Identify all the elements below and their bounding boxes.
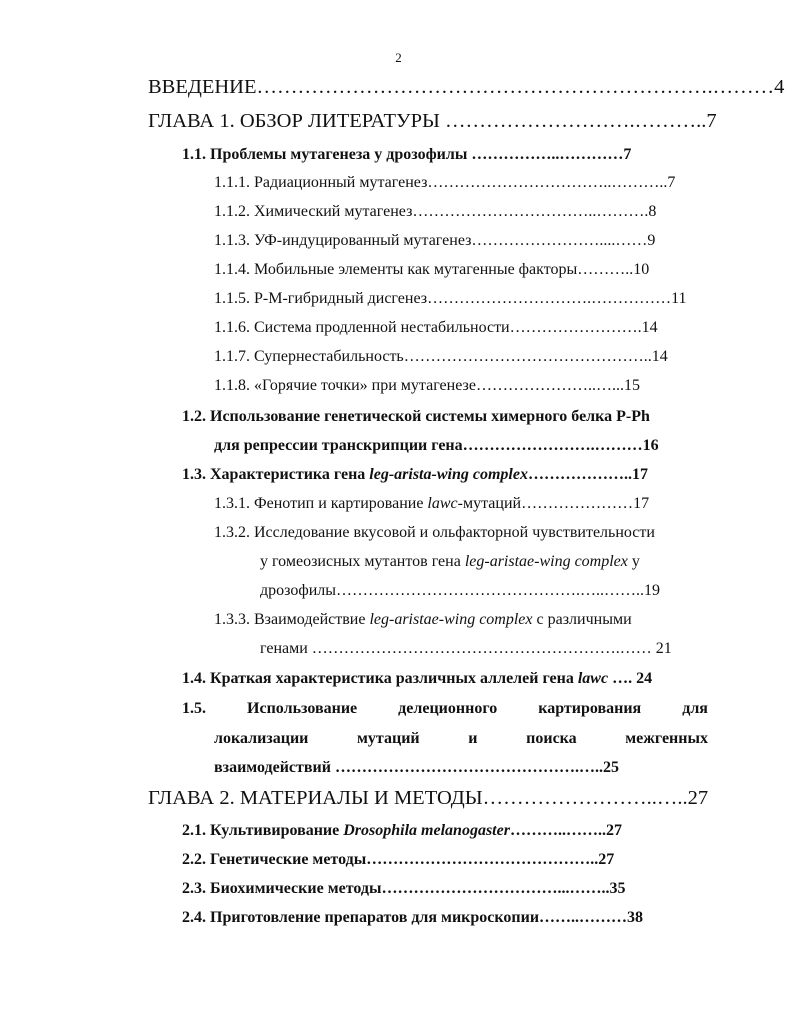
toc-entry-1-1-4[interactable]: 1.1.4. Мобильные элементы как мутагенные факторы………..10 — [214, 261, 650, 278]
word: мутаций — [357, 730, 420, 747]
toc-entry-1-3-prefix: 1.3. Характеристика гена — [182, 466, 370, 483]
toc-entry-1-1-8[interactable]: 1.1.8. «Горячие точки» при мутагенезе…………………..…...15 — [214, 377, 640, 394]
toc-entry-1-1-2[interactable]: 1.1.2. Химический мутагенез……………………………..……….8 — [214, 203, 657, 220]
toc-entry-1-3-suffix: ………………..17 — [527, 466, 648, 483]
toc-entry-1-3-1-suffix: -мутаций…………………17 — [457, 495, 650, 512]
toc-entry-2-3[interactable]: 2.3. Биохимические методы……………………………...……..35 — [182, 880, 626, 897]
toc-entry-1-3[interactable] — [182, 466, 694, 484]
toc-entry-1-1-5[interactable]: 1.1.5. Р-М-гибридный дисгенез………………………….……………11 — [214, 290, 687, 307]
word: Использование — [247, 700, 358, 717]
gene-name: leg-aristae-wing complex — [369, 611, 533, 628]
toc-entry-1-3-1[interactable] — [214, 495, 690, 513]
toc-entry-2-1-suffix: ………..……..27 — [509, 822, 622, 839]
toc-entry-1-3-2-line1[interactable]: 1.3.2. Исследование вкусовой и ольфакторной чувствительности — [214, 524, 655, 541]
gene-abbrev: lawc — [577, 670, 609, 687]
word: локализации — [214, 730, 309, 747]
toc-entry-1-3-3-prefix: 1.3.3. Взаимодействие — [214, 611, 370, 628]
toc-entry-1-3-2-line2-suffix: у — [627, 553, 640, 570]
toc-entry-1-5-line1[interactable] — [182, 700, 708, 718]
toc-entry-1-1-1[interactable]: 1.1.1. Радиационный мутагенез……………………………..………..7 — [214, 174, 676, 191]
toc-entry-1-3-3-suffix: с различными — [532, 611, 632, 628]
toc-entry-1-3-2-line3[interactable]: дрозофилы……………………………………….…..……..19 — [260, 582, 661, 599]
toc-entry-1-3-2-line2-prefix: у гомеозисных мутантов гена — [260, 553, 465, 570]
toc-entry-1-1-7[interactable]: 1.1.7. Супернестабильность………………………………………..14 — [214, 348, 668, 365]
word: 1.5. — [182, 700, 206, 717]
toc-entry-1-2-line2[interactable]: для репрессии транскрипции гена…………………….………16 — [214, 437, 659, 454]
word: поиска — [526, 730, 577, 747]
toc-entry-chapter-1[interactable]: ГЛАВА 1. ОБЗОР ЛИТЕРАТУРЫ ……………………….………..7 — [148, 110, 717, 132]
toc-entry-1-4-prefix: 1.4. Краткая характеристика различных аллелей гена — [182, 670, 578, 687]
gene-name: leg-aristae-wing complex — [464, 553, 628, 570]
toc-entry-2-4[interactable]: 2.4. Приготовление препаратов для микроскопии……..………38 — [182, 909, 644, 926]
toc-entry-1-4-suffix: …. 24 — [608, 670, 653, 687]
toc-entry-1-1-3[interactable]: 1.1.3. УФ-индуцированный мутагенез……………………....……9 — [214, 232, 656, 249]
toc-entry-introduction[interactable]: ВВЕДЕНИЕ………………………………………………………….………4 — [148, 76, 785, 98]
toc-entry-2-1-prefix: 2.1. Культивирование — [182, 822, 344, 839]
word: межгенных — [625, 730, 708, 747]
toc-entry-1-1-6[interactable]: 1.1.6. Система продленной нестабильности…………………….14 — [214, 319, 658, 336]
toc-entry-1-2-line1[interactable]: 1.2. Использование генетической системы химерного белка P-Ph — [182, 408, 650, 425]
gene-abbrev: lawc — [427, 495, 458, 512]
toc-entry-chapter-2[interactable]: ГЛАВА 2. МАТЕРИАЛЫ И МЕТОДЫ……………………..…..27 — [148, 787, 709, 809]
toc-entry-2-1[interactable] — [182, 822, 694, 840]
toc-entry-1-1[interactable]: 1.1. Проблемы мутагенеза у дрозофилы ……………..…………7 — [182, 146, 632, 163]
page-number: 2 — [395, 50, 402, 65]
word: и — [468, 730, 478, 747]
gene-name: leg-arista-wing complex — [369, 466, 528, 483]
word: делеционного — [398, 700, 498, 717]
toc-entry-1-4[interactable] — [182, 670, 696, 688]
toc-entry-1-3-3-line2[interactable]: генами ………………………………………………….…… 21 — [260, 640, 672, 657]
toc-entry-1-3-1-prefix: 1.3.1. Фенотип и картирование — [214, 495, 428, 512]
toc-entry-1-5-line3[interactable]: взаимодействий ……………………………………….…..25 — [214, 759, 619, 776]
toc-entry-1-3-2-line2[interactable] — [260, 553, 690, 571]
word: для — [682, 700, 708, 717]
word: картирования — [538, 700, 642, 717]
toc-entry-2-2[interactable]: 2.2. Генетические методы……………………………………..27 — [182, 851, 615, 868]
toc-entry-1-3-3[interactable] — [214, 611, 698, 629]
toc-entry-1-5-line2[interactable] — [214, 730, 708, 748]
species-name: Drosophila melanogaster — [343, 822, 510, 839]
